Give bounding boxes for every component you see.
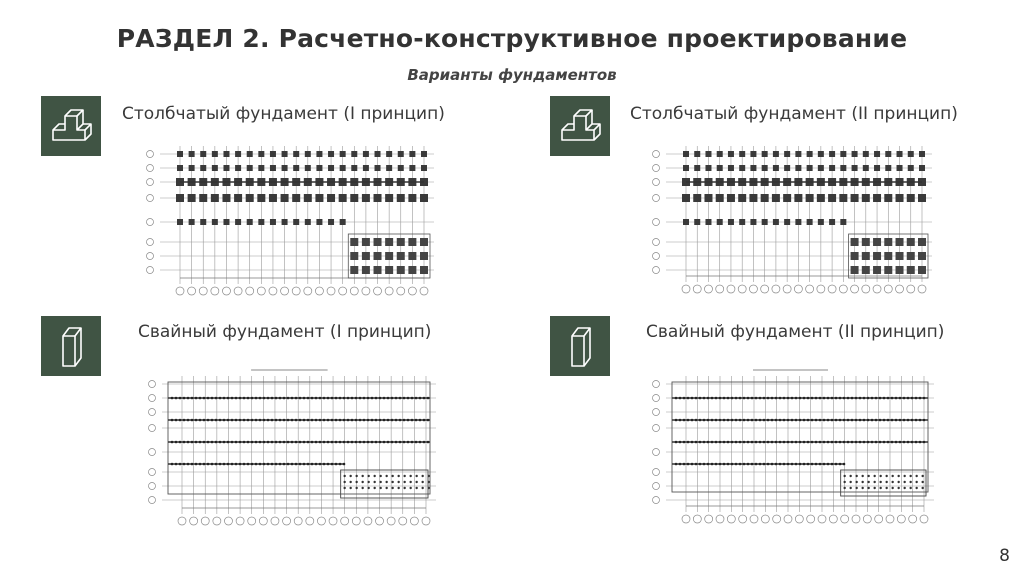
column-footing-icon xyxy=(41,96,101,156)
pile-plan-1 xyxy=(144,366,450,530)
pile-icon xyxy=(41,316,101,376)
caption-pile-1: Свайный фундамент (I принцип) xyxy=(138,322,432,342)
slide-title: РАЗДЕЛ 2. Расчетно-конструктивное проектирование xyxy=(116,24,908,53)
caption-column-footing-2: Столбчатый фундамент (II принцип) xyxy=(630,104,958,124)
pile-icon xyxy=(550,316,610,376)
pile-plan-2 xyxy=(648,366,948,528)
column-footing-plan-2 xyxy=(648,136,946,298)
column-footing-icon xyxy=(550,96,610,156)
column-footing-plan-1 xyxy=(142,136,448,300)
page-number: 8 xyxy=(999,546,1010,566)
caption-pile-2: Свайный фундамент (II принцип) xyxy=(646,322,945,342)
caption-column-footing-1: Столбчатый фундамент (I принцип) xyxy=(122,104,445,124)
slide-subtitle: Варианты фундаментов xyxy=(407,66,617,84)
